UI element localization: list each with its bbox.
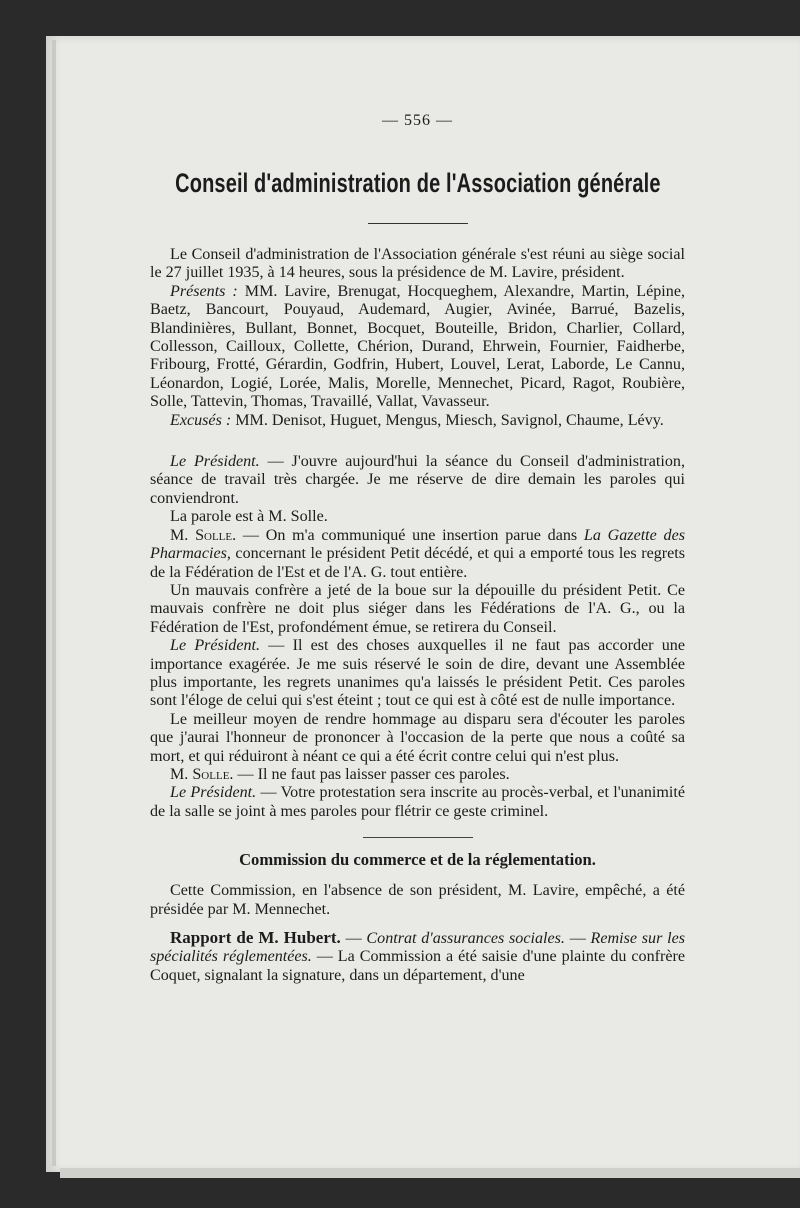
president-conclusion — [150, 784, 685, 821]
rapport-paragraph — [150, 929, 685, 985]
solle-speech-continued: Un mauvais confrère a jeté de la boue sur la dépouille du président Petit. Ce mauvais confrère ne doit plus siéger dans les Fédérations de l'A. G., ou la Fédération de l'Est, profondément émue, se retirera du Conseil. — [150, 581, 685, 636]
president-opening — [150, 453, 685, 508]
speech-text: — Il ne faut pas laisser passer ces paroles. — [237, 765, 510, 783]
floor-given: La parole est à M. Solle. — [170, 508, 328, 526]
presents-paragraph — [150, 283, 685, 412]
rapport-topic-2: Remise sur les spécialités réglementées. — [150, 930, 685, 966]
page-bottom-strip — [60, 1168, 800, 1178]
section-heading: Commission du commerce et de la réglementation. — [239, 850, 596, 870]
dash: — — [345, 930, 362, 947]
speech-text: — On m'a communiqué une insertion parue dans — [242, 526, 578, 544]
excuses-list: MM. Denisot, Huguet, Mengus, Miesch, Savignol, Chaume, Lévy. — [235, 411, 664, 429]
speaker-solle: M. Solle. — [170, 765, 234, 783]
speech-text: concernant le président Petit décédé, et qui a emporté tous les regrets de la Fédération de l'Est et de l'A. G. tout entière. — [150, 545, 685, 581]
speaker-president: Le Président. — [170, 784, 257, 802]
speech-text: — Il est des choses auxquelles il ne faut pas accorder une importance exagérée. Je me suis réservé le soin de dire, devant une Assemblée plus importante, les regrets unanimes qu'a laissés le président Petit. Ces paroles sont l'éloge de celui qui s'est éteint ; tout ce qui est à côté est de nulle importance. — [150, 637, 685, 710]
speaker-solle: M. Solle. — [170, 526, 237, 544]
rapport-topic-1: Contrat d'assurances sociales. — [366, 930, 565, 947]
rapport-label: Rapport de M. Hubert. — [170, 928, 341, 947]
intro-paragraph: Le Conseil d'administration de l'Association générale s'est réuni au siège social le 27 juillet 1935, à 14 heures, sous la présidence de M. Lavire, président. — [150, 246, 685, 282]
presents-label: Présents : — [170, 282, 238, 300]
speaker-president: Le Président. — [170, 453, 260, 471]
rapport-text: — La Commission a été saisie d'une plainte du confrère Coquet, signalant la signature, dans un département, d'une — [150, 948, 685, 984]
publication-name: La Gazette des Pharmacies, — [150, 526, 685, 563]
excuses-paragraph — [150, 412, 685, 430]
document-body — [150, 112, 685, 985]
speaker-president: Le Président. — [170, 637, 261, 655]
speech-text: — J'ouvre aujourd'hui la séance du Conseil d'administration, séance de travail très chargée. Je me réserve de dire demain les paroles qui conviendront. — [150, 453, 685, 507]
page-edge — [52, 40, 56, 1166]
presents-list: MM. Lavire, Brenugat, Hocqueghem, Alexandre, Martin, Lépine, Baetz, Bancourt, Pouyaud, Audemard, Augier, Avinée, Barrué, Bazelis, Blandinières, Bullant, Bonnet, Bocquet, Bouteille, Bridon, Charlier, Collard, Collesson, Cailloux, Collette, Chérion, Durand, Ehrwein, Fournier, Faidherbe, Fribourg, Frotté, Gérardin, Godfrin, Hubert, Louvel, Lerat, Laborde, Le Cannu, Léonardon, Logié, Lorée, Malis, Morelle, Mennechet, Picard, Ragot, Roubière, Solle, Tattevin, Thomas, Travaillé, Vallat, Vavasseur. — [150, 282, 685, 411]
president-reply — [150, 637, 685, 711]
section-divider — [363, 837, 473, 838]
commission-paragraph: Cette Commission, en l'absence de son président, M. Lavire, empêché, a été présidée par M. Mennechet. — [150, 882, 685, 918]
page-number: — 556 — — [382, 112, 453, 129]
solle-objection — [150, 766, 685, 784]
excuses-label: Excusés : — [170, 411, 232, 429]
solle-speech — [150, 527, 685, 582]
speech-text: — Votre protestation sera inscrite au procès-verbal, et l'unanimité de la salle se joint à mes paroles pour flétrir ce geste criminel. — [150, 784, 685, 820]
title-divider — [368, 223, 468, 224]
president-reply-continued: Le meilleur moyen de rendre hommage au disparu sera d'écouter les paroles que j'aurai l'honneur de prononcer à l'occasion de la perte que nous a coûté sa mort, et qui réduiront à néant ce qui a été écrit contre celui qui n'est plus. — [150, 710, 685, 765]
page-title: Conseil d'administration de l'Association générale — [175, 168, 661, 198]
dash: — — [569, 930, 586, 947]
